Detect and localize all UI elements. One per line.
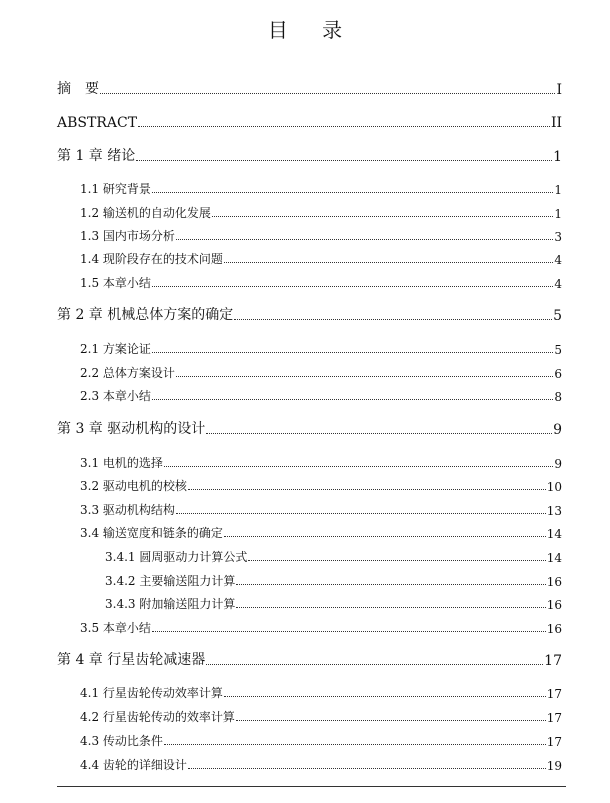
- toc-entry[interactable]: [57, 145, 562, 165]
- dot-leader: [224, 536, 546, 537]
- toc-entry[interactable]: [57, 418, 562, 438]
- toc-entry-label: 3.4.2 主要输送阻力计算: [105, 574, 236, 588]
- toc-entry-page: II: [550, 115, 562, 131]
- toc-entry[interactable]: [80, 247, 562, 267]
- toc-entry-page: 5: [554, 343, 562, 357]
- toc-entry-label: 3.3 驱动机构结构: [80, 503, 175, 517]
- toc-entry-label: 3.5 本章小结: [80, 621, 151, 635]
- toc-entry[interactable]: [80, 521, 562, 541]
- toc-entry-page: 17: [546, 735, 562, 749]
- toc-entry[interactable]: [80, 753, 562, 773]
- toc-entry[interactable]: [80, 616, 562, 636]
- dot-leader: [236, 607, 545, 608]
- dot-leader: [236, 584, 545, 585]
- dot-leader: [236, 720, 546, 721]
- toc-entry-label: 1.2 输送机的自动化发展: [80, 206, 211, 220]
- toc-entry-page: 17: [544, 653, 562, 669]
- toc-entry-page: 13: [546, 504, 562, 518]
- dot-leader: [138, 126, 550, 127]
- toc-entry-label: 1.4 现阶段存在的技术问题: [80, 252, 223, 266]
- toc-entry[interactable]: [80, 474, 562, 494]
- toc-entry-label: 2.1 方案论证: [80, 342, 151, 356]
- toc-entry-label: 2.3 本章小结: [80, 389, 151, 403]
- toc-entry-label: 1.3 国内市场分析: [80, 229, 175, 243]
- toc-entry-label: 第 2 章 机械总体方案的确定: [57, 307, 234, 323]
- dot-leader: [176, 376, 553, 377]
- toc-entry[interactable]: [57, 649, 562, 669]
- toc-entry[interactable]: [80, 384, 562, 404]
- toc-entry-label: 第 4 章 行星齿轮减速器: [57, 652, 206, 668]
- toc-entry-page: I: [556, 82, 562, 98]
- dot-leader: [152, 192, 553, 193]
- toc-entry-page: 10: [546, 480, 562, 494]
- toc-entry-page: 9: [554, 457, 562, 471]
- toc-entry-label: 3.2 驱动电机的校核: [80, 479, 187, 493]
- toc-entry[interactable]: [80, 498, 562, 518]
- toc-entry-label: 1.5 本章小结: [80, 276, 151, 290]
- toc-entry-page: 1: [554, 183, 562, 197]
- toc-entry[interactable]: [80, 177, 562, 197]
- toc-entry[interactable]: [80, 224, 562, 244]
- toc-entry-page: 17: [546, 687, 562, 701]
- dot-leader: [176, 239, 553, 240]
- toc-entry[interactable]: [80, 361, 562, 381]
- dot-leader: [234, 319, 552, 320]
- toc-entry-page: 17: [546, 711, 562, 725]
- toc-entry-page: 16: [546, 622, 562, 636]
- dot-leader: [164, 744, 546, 745]
- bottom-rule: [57, 786, 566, 787]
- toc-entry-label: 3.4.1 圆周驱动力计算公式: [105, 550, 248, 564]
- toc-entry[interactable]: [80, 451, 562, 471]
- dot-leader: [176, 513, 546, 514]
- toc-entry-page: 4: [554, 253, 562, 267]
- toc-entry-page: 6: [554, 367, 562, 381]
- toc-entry-label: 第 1 章 绪论: [57, 148, 136, 164]
- toc-entry-page: 1: [554, 207, 562, 221]
- toc-entry-page: 16: [546, 575, 562, 589]
- toc-entry-page: 14: [546, 551, 562, 565]
- dot-leader: [164, 466, 553, 467]
- toc-entry-label: 3.4 输送宽度和链条的确定: [80, 526, 223, 540]
- toc-entry[interactable]: [80, 337, 562, 357]
- toc-entry-page: 8: [554, 390, 562, 404]
- toc-title: 目 录: [267, 18, 357, 42]
- toc-entry[interactable]: [105, 569, 562, 589]
- toc-entry-page: 1: [553, 149, 562, 165]
- dot-leader: [152, 631, 546, 632]
- dot-leader: [248, 560, 545, 561]
- toc-entry[interactable]: [80, 271, 562, 291]
- toc-entry[interactable]: [57, 304, 562, 324]
- toc-entry-label: 4.2 行星齿轮传动的效率计算: [80, 710, 235, 724]
- dot-leader: [212, 216, 553, 217]
- toc-entry[interactable]: [80, 729, 562, 749]
- toc-entry-label: 1.1 研究背景: [80, 182, 151, 196]
- dot-leader: [100, 93, 555, 94]
- toc-entry[interactable]: [80, 201, 562, 221]
- toc-entry-label: 2.2 总体方案设计: [80, 366, 175, 380]
- dot-leader: [136, 160, 552, 161]
- toc-entry-page: 9: [553, 422, 562, 438]
- toc-entry-page: 3: [554, 230, 562, 244]
- toc-entry[interactable]: [105, 592, 562, 612]
- dot-leader: [188, 489, 546, 490]
- toc-entry[interactable]: [80, 705, 562, 725]
- toc-entry-label: 3.4.3 附加输送阻力计算: [105, 597, 236, 611]
- dot-leader: [224, 696, 546, 697]
- toc-entry[interactable]: [80, 681, 562, 701]
- toc-entry-label: 第 3 章 驱动机构的设计: [57, 421, 206, 437]
- toc-entry-label: 4.3 传动比条件: [80, 734, 163, 748]
- dot-leader: [206, 664, 543, 665]
- toc-entry-label: 4.4 齿轮的详细设计: [80, 758, 187, 772]
- toc-entry-label: 3.1 电机的选择: [80, 456, 163, 470]
- dot-leader: [152, 352, 553, 353]
- dot-leader: [152, 286, 553, 287]
- toc-entry[interactable]: [57, 111, 562, 131]
- toc-entry-page: 5: [553, 308, 562, 324]
- toc-entry-label: 摘 要: [57, 81, 99, 97]
- toc-entry[interactable]: [57, 78, 562, 98]
- dot-leader: [188, 768, 546, 769]
- toc-entry-page: 4: [554, 277, 562, 291]
- dot-leader: [206, 433, 552, 434]
- toc-entry-label: ABSTRACT: [57, 115, 138, 131]
- dot-leader: [224, 262, 553, 263]
- toc-entry-page: 16: [546, 598, 562, 612]
- toc-entry-page: 19: [546, 759, 562, 773]
- toc-entry-label: 4.1 行星齿轮传动效率计算: [80, 686, 223, 700]
- toc-entry-page: 14: [546, 527, 562, 541]
- dot-leader: [152, 399, 553, 400]
- toc-entry[interactable]: [105, 545, 562, 565]
